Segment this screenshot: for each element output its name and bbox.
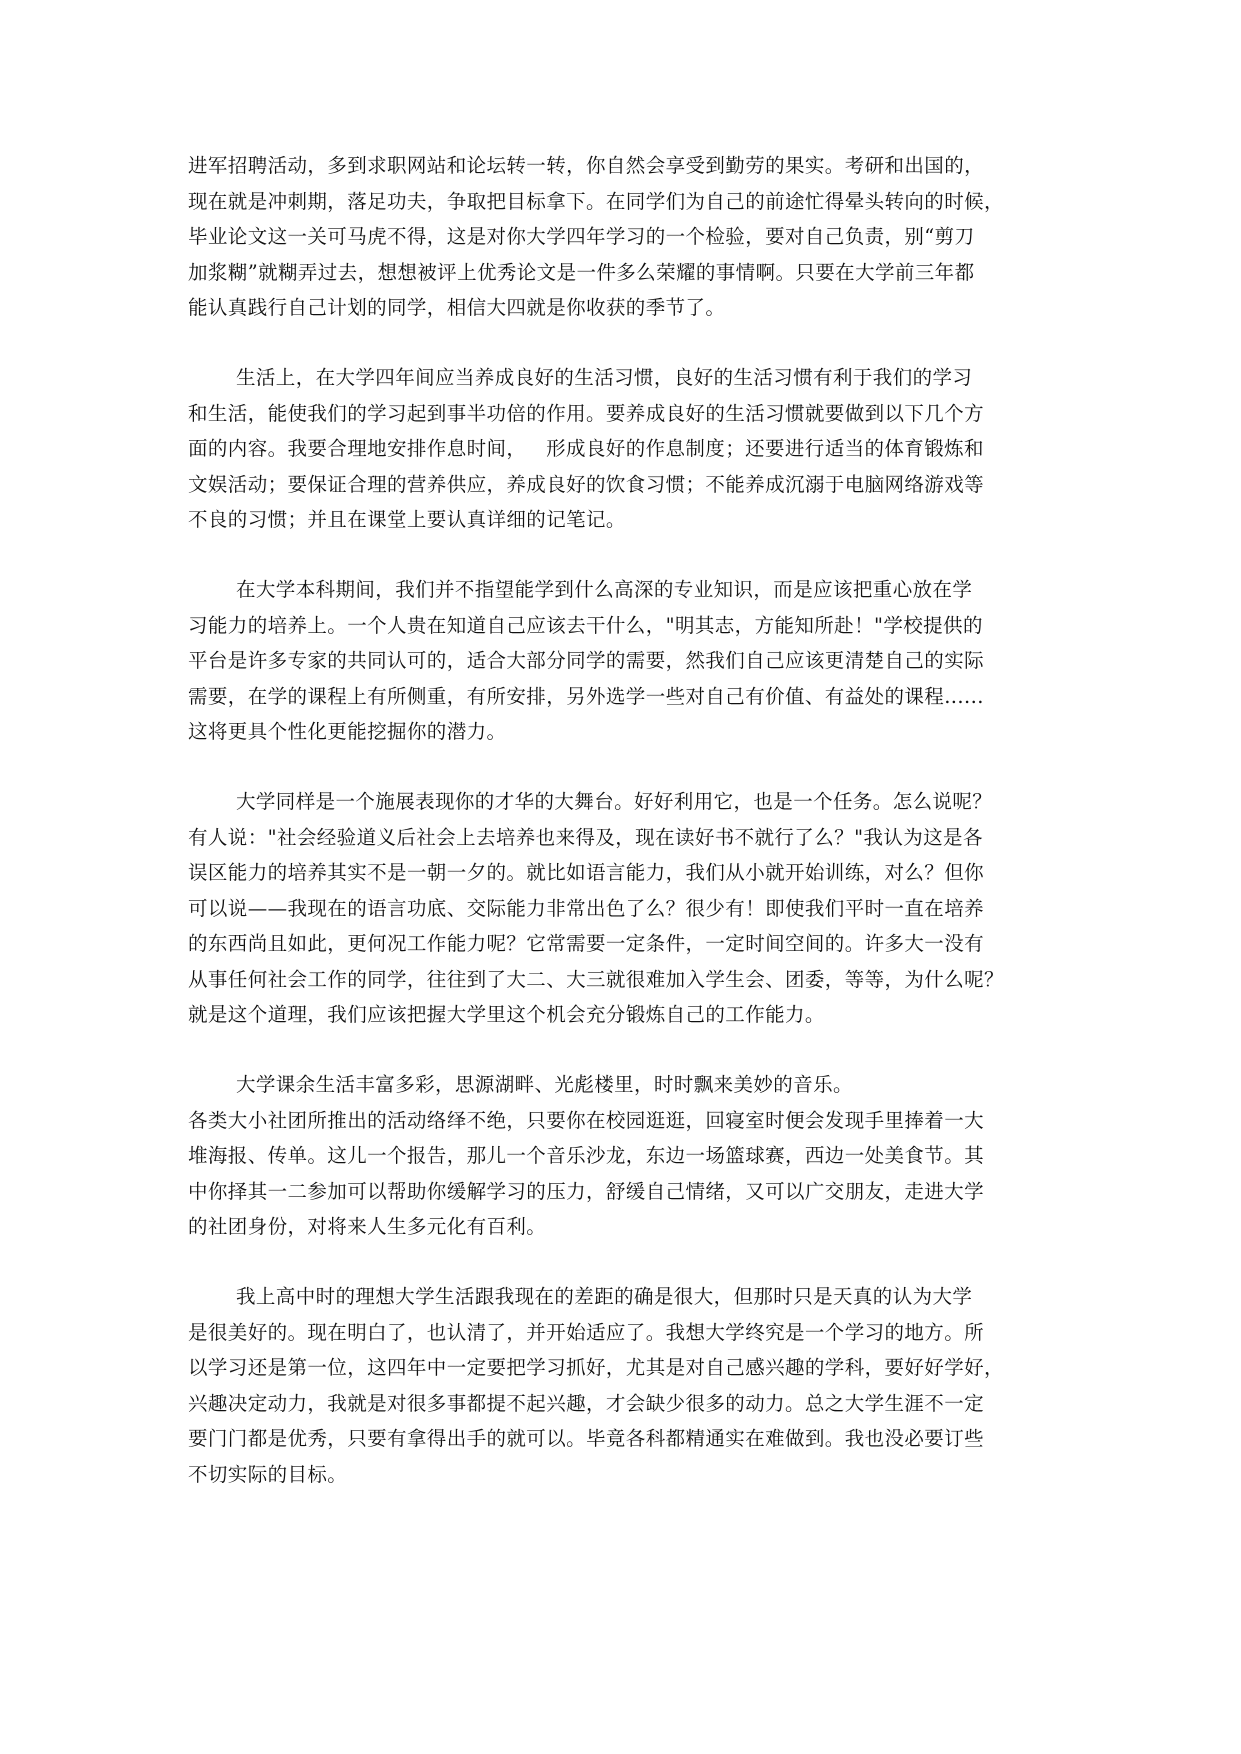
text-line: 生活上，在大学四年间应当养成良好的生活习惯，良好的生活习惯有利于我们的学习: [236, 365, 973, 389]
text-line: 这将更具个性化更能挖掘你的潜力。: [188, 720, 507, 744]
text-line: 兴趣决定动力，我就是对很多事都提不起兴趣，才会缺少很多的动力。总之大学生涯不一定: [188, 1391, 985, 1415]
text-line: 加浆糊”就糊弄过去，想想被评上优秀论文是一件多么荣耀的事情啊。只要在大学前三年都: [188, 260, 975, 284]
text-line: 是很美好的。现在明白了，也认清了，并开始适应了。我想大学终究是一个学习的地方。所: [188, 1320, 985, 1344]
document-page: [188, 148, 1058, 1527]
text-line: 面的内容。我要合理地安排作息时间， 形成良好的作息制度；还要进行适当的体育锻炼和: [188, 437, 984, 461]
text-line: 我上高中时的理想大学生活跟我现在的差距的确是很大，但那时只是天真的认为大学: [236, 1285, 973, 1309]
text-line: 不良的习惯；并且在课堂上要认真详细的记笔记。: [188, 508, 626, 532]
text-line: 文娱活动；要保证合理的营养供应，养成良好的饮食习惯；不能养成沉溺于电脑网络游戏等: [188, 472, 985, 496]
text-line: 需要，在学的课程上有所侧重，有所安排，另外选学一些对自己有价值、有益处的课程......: [188, 684, 984, 708]
paragraph-3: [188, 572, 1058, 750]
text-line: 要门门都是优秀，只要有拿得出手的就可以。毕竟各科都精通实在难做到。我也没必要订些: [188, 1427, 985, 1451]
text-line: 现在就是冲刺期，落足功夫，争取把目标拿下。在同学们为自己的前途忙得晕头转向的时候，: [188, 189, 1004, 213]
text-line: 和生活，能使我们的学习起到事半功倍的作用。要养成良好的生活习惯就要做到以下几个方: [188, 401, 985, 425]
text-line: 中你择其一二参加可以帮助你缓解学习的压力，舒缓自己情绪，又可以广交朋友，走进大学: [188, 1179, 985, 1203]
text-line: 的社团身份，对将来人生多元化有百利。: [188, 1215, 547, 1239]
paragraph-2: [188, 360, 1058, 538]
text-line: 大学同样是一个施展表现你的才华的大舞台。好好利用它，也是一个任务。怎么说呢？: [236, 789, 993, 813]
text-line: 进军招聘活动，多到求职网站和论坛转一转，你自然会享受到勤劳的果实。考研和出国的，: [188, 154, 985, 177]
text-line: 能认真践行自己计划的同学，相信大四就是你收获的季节了。: [188, 296, 726, 320]
text-line: 大学课余生活丰富多彩，思源湖畔、光彪楼里，时时飘来美妙的音乐。: [236, 1073, 853, 1097]
text-line: 可以说——我现在的语言功底、交际能力非常出色了么？很少有！即使我们平时一直在培养: [188, 896, 985, 920]
text-line: 平台是许多专家的共同认可的，适合大部分同学的需要，然我们自己应该更清楚自己的实际: [188, 649, 985, 673]
text-line: 以学习还是第一位，这四年中一定要把学习抓好，尤其是对自己感兴趣的学科，要好好学好，: [188, 1356, 1004, 1380]
paragraph-6: [188, 1279, 1058, 1493]
paragraph-1: [188, 148, 1058, 326]
text-line: 不切实际的目标。: [188, 1463, 348, 1486]
paragraph-4: [188, 784, 1058, 1033]
text-line: 从事任何社会工作的同学，往往到了大二、大三就很难加入学生会、团委，等等，为什么呢？: [188, 967, 1004, 991]
text-line: 毕业论文这一关可马虎不得，这是对你大学四年学习的一个检验，要对自己负责，别“剪刀: [188, 225, 975, 249]
text-line: 在大学本科期间，我们并不指望能学到什么高深的专业知识，而是应该把重心放在学: [236, 577, 973, 601]
text-line: 习能力的培养上。一个人贵在知道自己应该去干什么，"明其志，方能知所赴！"学校提供的: [188, 613, 983, 637]
text-line: 有人说："社会经验道义后社会上去培养也来得及，现在读好书不就行了么？"我认为这是各: [188, 825, 983, 849]
text-line: 各类大小社团所推出的活动络绎不绝，只要你在校园逛逛，回寝室时便会发现手里捧着一大: [188, 1108, 985, 1132]
text-line: 就是这个道理，我们应该把握大学里这个机会充分锻炼自己的工作能力。: [188, 1003, 825, 1027]
paragraph-5: [188, 1067, 1058, 1245]
text-line: 误区能力的培养其实不是一朝一夕的。就比如语言能力，我们从小就开始训练，对么？但你: [188, 861, 985, 885]
text-line: 的东西尚且如此，更何况工作能力呢？它常需要一定条件，一定时间空间的。许多大一没有: [188, 932, 985, 956]
text-line: 堆海报、传单。这儿一个报告，那儿一个音乐沙龙，东边一场篮球赛，西边一处美食节。其: [188, 1144, 985, 1168]
